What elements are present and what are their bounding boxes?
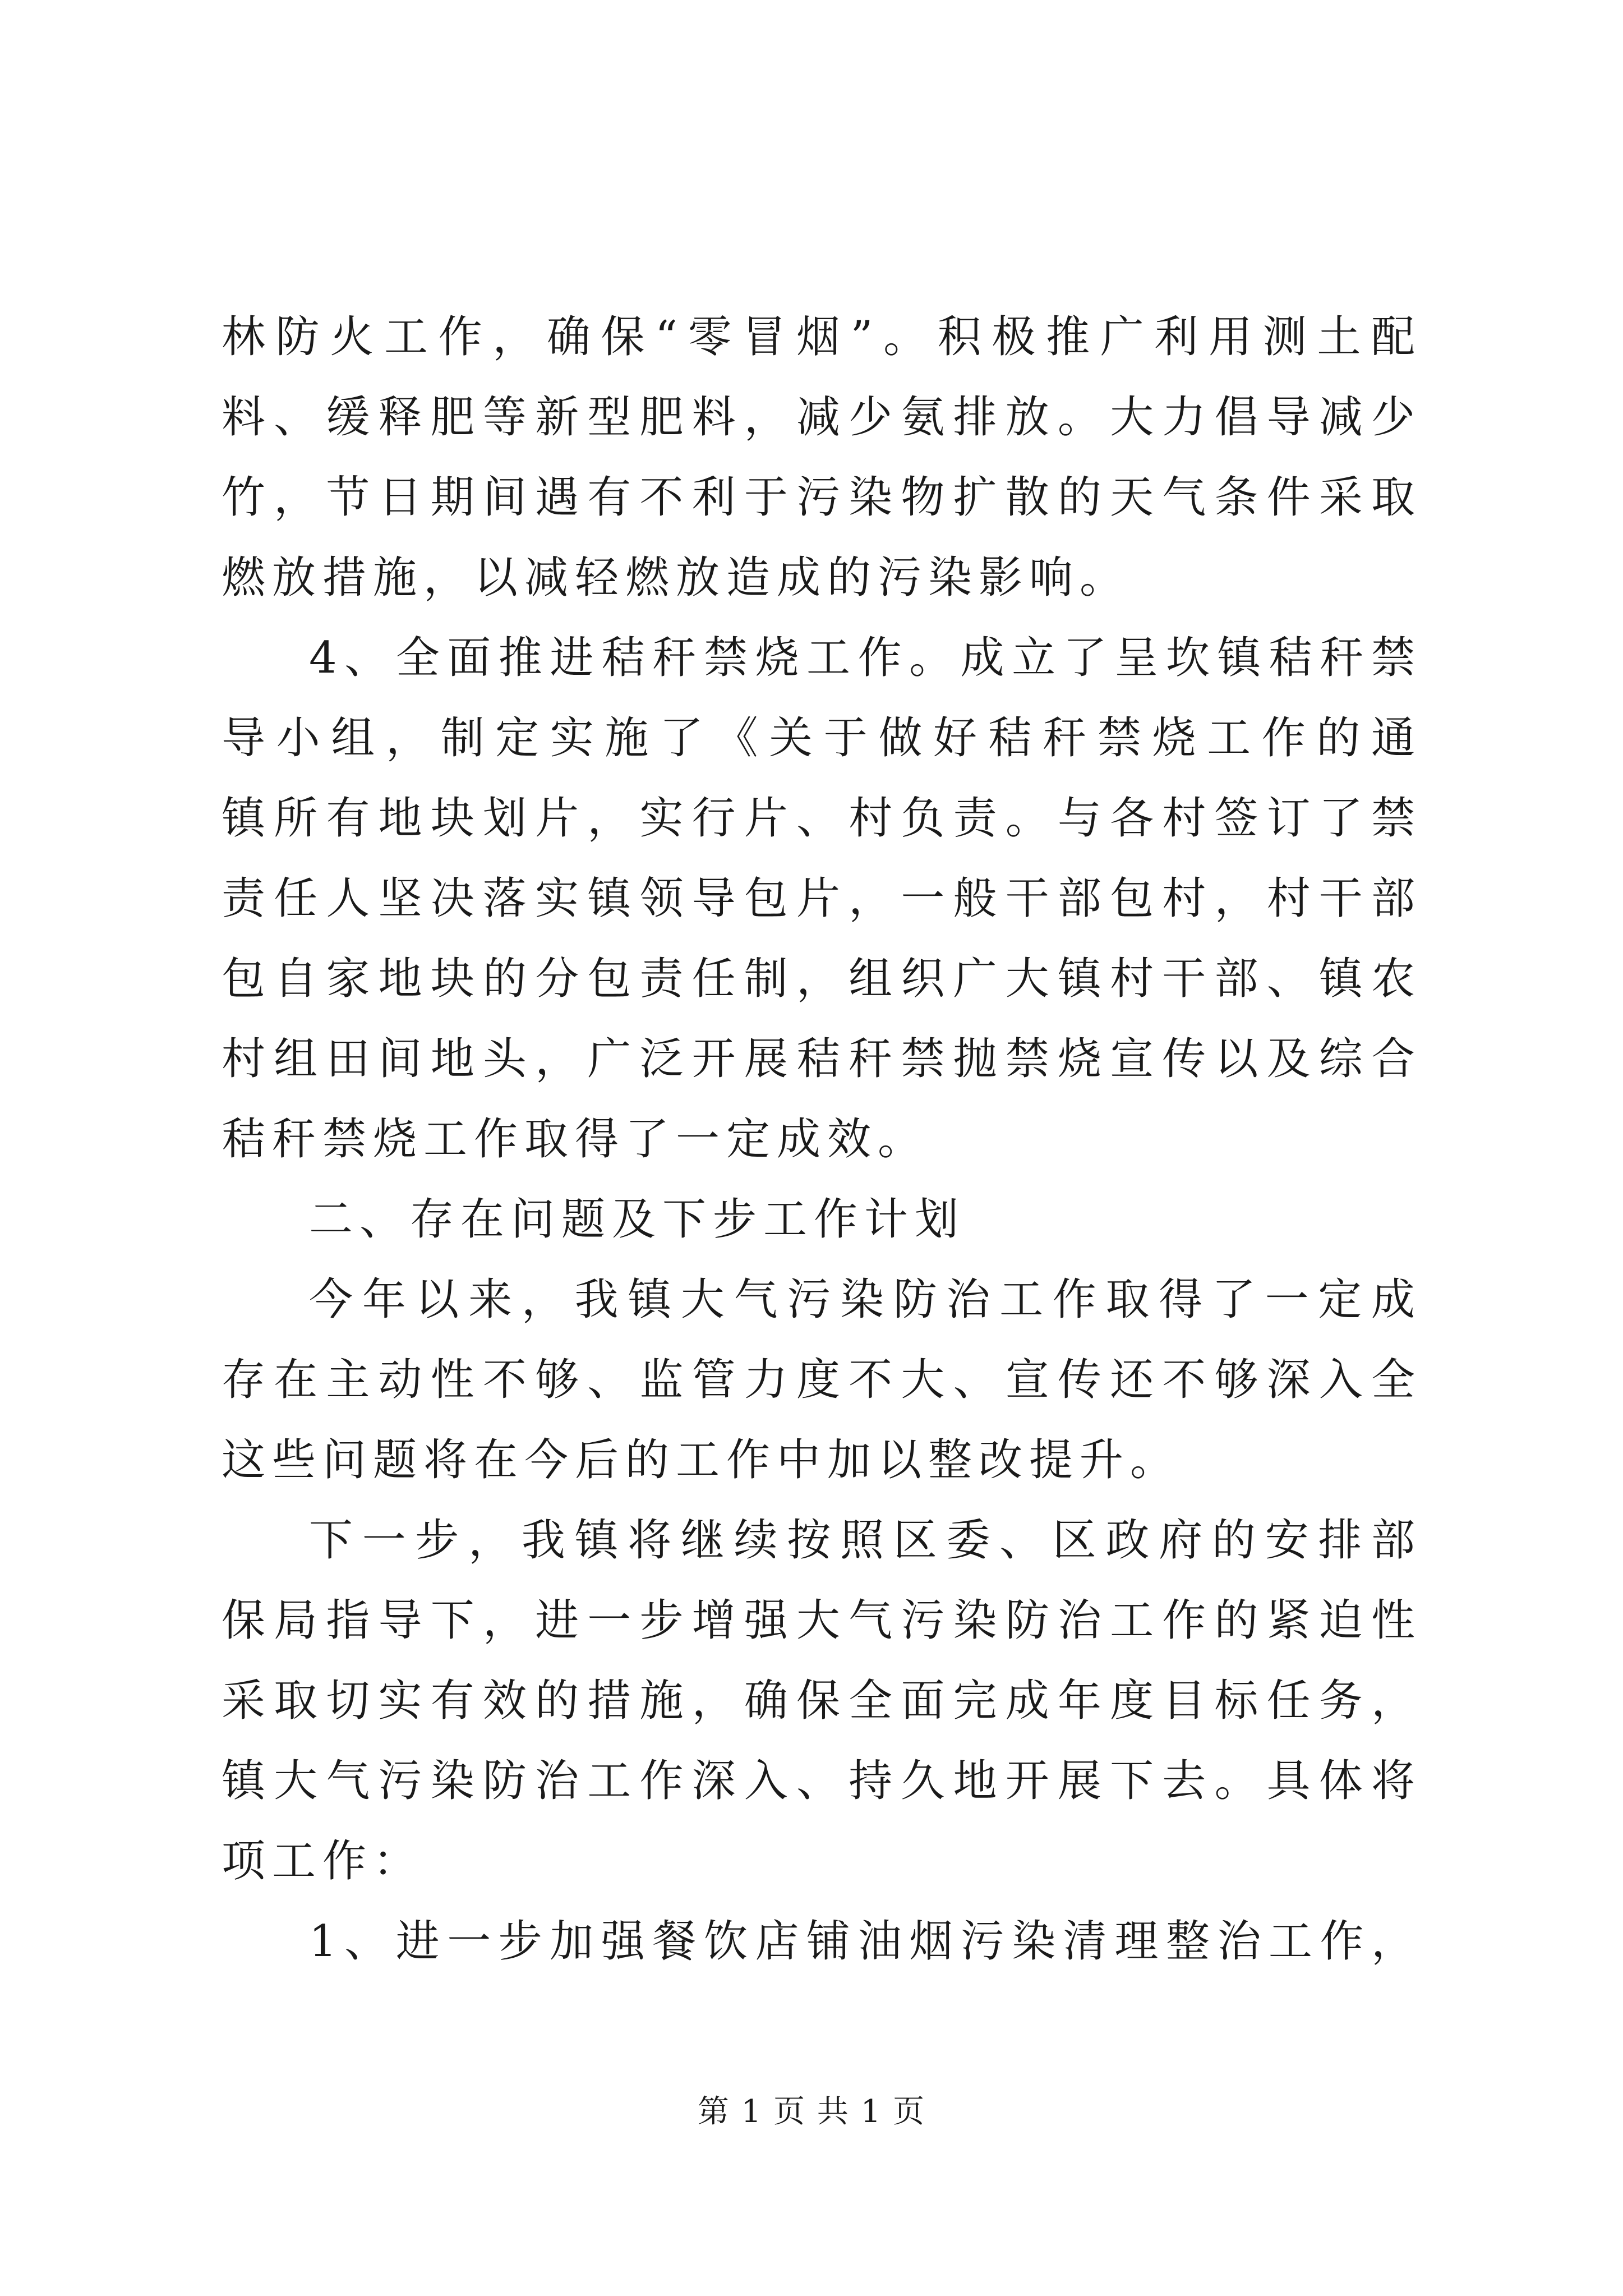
section-heading: 二、存在问题及下步工作计划	[309, 1194, 966, 1245]
text-line: 燃放措施，以减轻燃放造成的污染影响。	[222, 553, 1131, 603]
text-line: 1、进一步加强餐饮店铺油烟污染清理整治工作，	[309, 1916, 1422, 1967]
page-footer	[0, 2087, 1623, 2132]
text-line: 村组田间地头，广泛开展秸秆禁抛禁烧宣传以及综合	[222, 1034, 1422, 1084]
text-line: 保局指导下，进一步增强大气污染防治工作的紧迫性	[222, 1595, 1422, 1646]
text-line: 镇所有地块划片，实行片、村负责。与各村签订了禁	[222, 793, 1422, 844]
text-line: 林防火工作，确保“零冒烟”。积极推广利用测土配	[222, 312, 1422, 362]
text-line: 下一步，我镇将继续按照区委、区政府的安排部	[309, 1515, 1422, 1566]
page-number: 第 1 页 共 1 页	[697, 2093, 926, 2130]
text-line: 存在主动性不够、监管力度不大、宣传还不够深入全	[222, 1355, 1422, 1405]
text-line: 导小组，制定实施了《关于做好秸秆禁烧工作的通	[222, 713, 1422, 763]
text-line: 4、全面推进秸秆禁烧工作。成立了呈坎镇秸秆禁	[309, 633, 1422, 683]
text-line: 今年以来，我镇大气污染防治工作取得了一定成	[309, 1274, 1422, 1325]
text-line: 料、缓释肥等新型肥料，减少氨排放。大力倡导减少	[222, 392, 1422, 443]
text-line: 采取切实有效的措施，确保全面完成年度目标任务，	[222, 1676, 1422, 1726]
text-line: 秸秆禁烧工作取得了一定成效。	[222, 1114, 929, 1165]
text-line: 镇大气污染防治工作深入、持久地开展下去。具体将	[222, 1756, 1422, 1806]
text-line: 这些问题将在今后的工作中加以整改提升。	[222, 1435, 1181, 1485]
text-line: 项工作：	[222, 1836, 424, 1887]
text-line: 包自家地块的分包责任制，组织广大镇村干部、镇农	[222, 954, 1422, 1004]
document-body	[222, 297, 1422, 1982]
text-line: 竹，节日期间遇有不利于污染物扩散的天气条件采取	[222, 472, 1422, 523]
text-line: 责任人坚决落实镇领导包片，一般干部包村，村干部	[222, 873, 1422, 924]
